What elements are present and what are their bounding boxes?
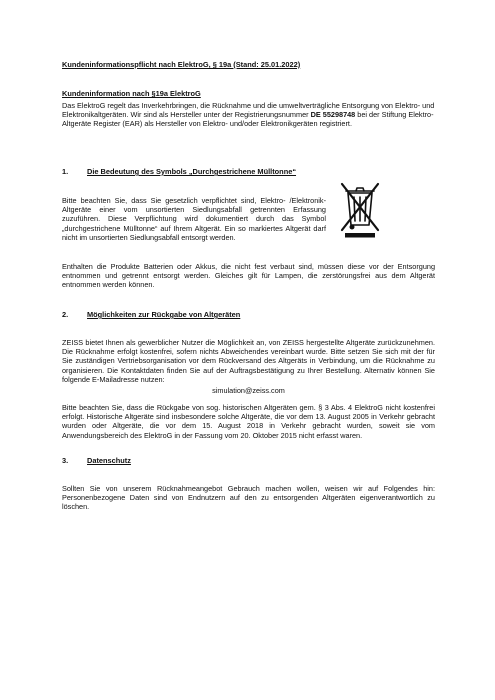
- intro-text-start: Das ElektroG regelt das Inverkehrbringen, die Rücknahme und die umweltverträgliche Entsorgung von Elektro- und Elektronikaltgeräten. Wir sind als Hersteller unter der Registrierungsnummer: [62, 101, 435, 120]
- intro-text-end: bei der Stiftung Elektro-Altgeräte Register (EAR) als Hersteller von Elektro- und/oder Elektronikgeräten registriert.: [62, 110, 434, 129]
- section-1-title: Die Bedeutung des Symbols „Durchgestrichene Mülltonne“: [87, 167, 297, 176]
- contact-email[interactable]: simulation@zeiss.com: [212, 386, 285, 395]
- section-3-number: 3.: [62, 456, 69, 465]
- section-2-paragraph-2: Bitte beachten Sie, dass die Rückgabe von sog. historischen Altgeräten gem. § 3 Abs. 4 ElektroG nicht kostenfrei erfolgt. Historische Altgeräte sind insbesondere solche Altgeräte, die vor dem 13. August 2005 in Verkehr gebracht wurden oder Altgeräte, die vor dem 15. August 2018 in Verkehr gebracht wurden, soweit sie vom Anwendungsbereich des ElektroG in der Fassung vom 20. Oktober 2015 nicht erfasst waren.: [62, 403, 435, 440]
- document-title: Kundeninformationspflicht nach ElektroG, § 19a (Stand: 25.01.2022): [62, 60, 301, 69]
- section-2-heading: [62, 310, 240, 319]
- crossed-out-wheelie-bin-icon: [335, 180, 385, 238]
- document-subtitle: Kundeninformation nach §19a ElektroG: [62, 89, 201, 98]
- section-2-number: 2.: [62, 310, 69, 319]
- section-3-title: Datenschutz: [87, 456, 131, 465]
- section-1-paragraph-1: Bitte beachten Sie, dass Sie gesetzlich verpflichtet sind, Elektro- /Elektronik-Altgeräte einer vom unsortierten Siedlungsabfall getrennten Erfassung zuzuführen. Diese Verpflichtung wird dokumentiert durch das Symbol „durchgestrichene Mülltonne“ auf Ihrem Altgerät. Ein so markiertes Altgerät darf nicht im unsortierten Siedlungsabfall entsorgt werden.: [62, 196, 326, 242]
- section-1-paragraph-2: Enthalten die Produkte Batterien oder Akkus, die nicht fest verbaut sind, müssen diese vor der Entsorgung entnommen und getrennt entsorgt werden. Gleiches gilt für Lampen, die zerstörungsfrei aus dem Altgerät entnommen werden können.: [62, 262, 435, 290]
- registration-number: DE 55298748: [310, 110, 356, 120]
- section-3-heading: [62, 456, 131, 465]
- section-1-heading: [62, 167, 296, 176]
- section-1-number: 1.: [62, 167, 69, 176]
- section-2-title: Möglichkeiten zur Rückgabe von Altgeräten: [87, 310, 241, 319]
- section-3-paragraph-1: Sollten Sie von unserem Rücknahmeangebot Gebrauch machen wollen, weisen wir auf Folgendes hin: Personenbezogene Daten sind von Endnutzern auf den zu entsorgenden Altgeräten eigenverantwortlich zu löschen.: [62, 484, 435, 512]
- section-2-paragraph-1: ZEISS bietet Ihnen als gewerblicher Nutzer die Möglichkeit an, von ZEISS hergestellte Altgeräte zurückzunehmen. Die Rücknahme erfolgt kostenfrei, sofern nichts Abweichendes vereinbart wurde. Bitte setzen Sie sich mit der für Sie zuständigen Vertriebsorganisation vor dem Rückversand des Altgeräts in Verbindung, um die Rücknahme zu organisieren. Die Kontaktdaten finden Sie auf der Auftragsbestätigung zu Ihrer Bestellung. Alternativ können Sie folgende E-Mailadresse nutzen:: [62, 338, 435, 384]
- intro-paragraph: [62, 101, 435, 129]
